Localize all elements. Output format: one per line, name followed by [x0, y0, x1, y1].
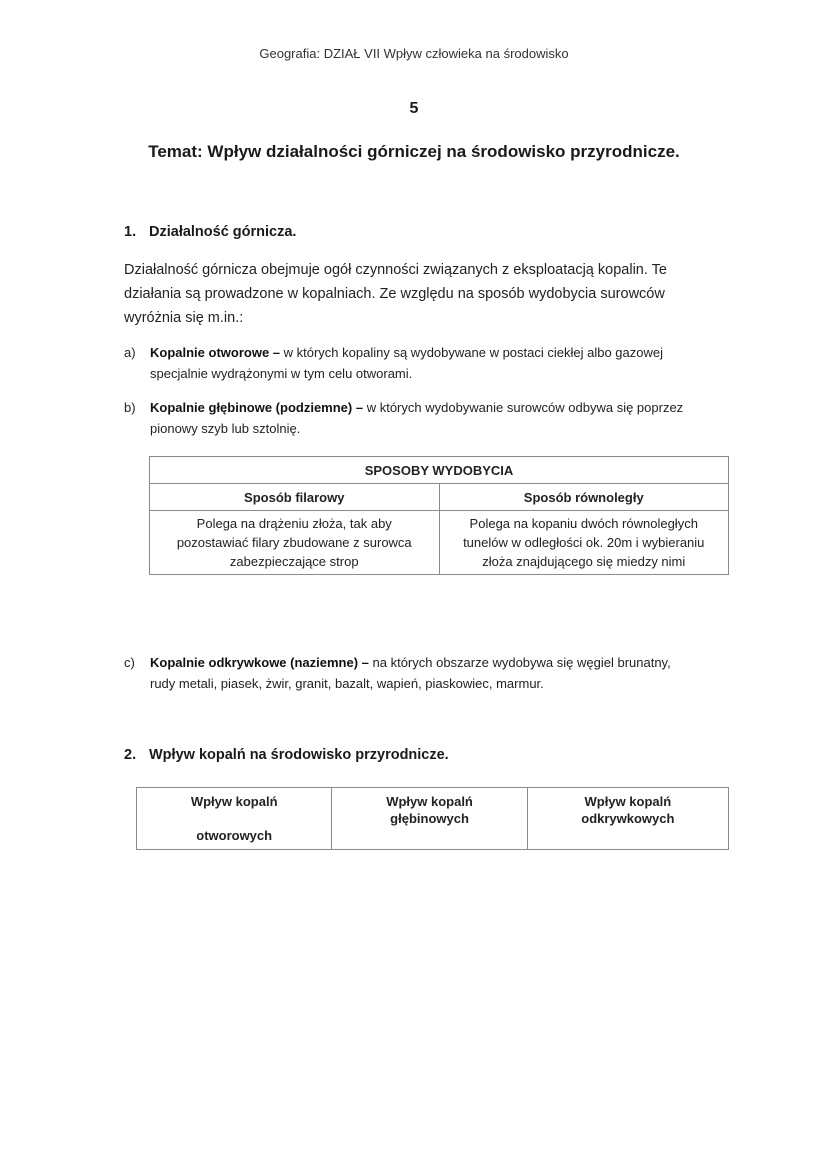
- cell-line: Polega na kopaniu dwóch równoległych: [469, 516, 698, 531]
- list-item-b: [124, 397, 744, 439]
- section-2-heading: [124, 747, 449, 763]
- list-marker: b): [124, 400, 136, 415]
- list-text: rudy metali, piasek, żwir, granit, bazalt, wapień, piaskowiec, marmur.: [150, 676, 544, 691]
- list-marker: c): [124, 655, 135, 670]
- document-header: Geografia: DZIAŁ VII Wpływ człowieka na środowisko: [259, 46, 569, 61]
- table-row: [137, 788, 729, 850]
- page-title: Temat: Wpływ działalności górniczej na środowisko przyrodnicze.: [148, 142, 680, 161]
- list-term: Kopalnie głębinowe (podziemne): [150, 400, 353, 415]
- cell-line: Wpływ kopalń: [386, 794, 473, 809]
- intro-line: Działalność górnicza obejmuje ogół czynności związanych z eksploatacją kopalin. Te: [124, 262, 667, 278]
- section-1-number: 1.: [124, 224, 137, 240]
- table-cell: [150, 511, 440, 575]
- table-cell: [439, 511, 729, 575]
- page-number: 5: [409, 100, 419, 117]
- column-header: Sposób równoległy: [439, 484, 729, 511]
- table-cell: [332, 788, 527, 850]
- cell-line: Polega na drążeniu złoża, tak aby: [196, 516, 392, 531]
- cell-line: otworowych: [196, 828, 273, 843]
- list-text: w których wydobywanie surowców odbywa się poprzez: [366, 400, 684, 415]
- list-text: specjalnie wydrążonymi w tym celu otworami.: [150, 366, 413, 381]
- mining-methods-table: [149, 456, 729, 575]
- impact-table: [136, 787, 729, 850]
- intro-line: działania są prowadzone w kopalniach. Ze względu na sposób wydobycia surowców: [124, 286, 665, 302]
- list-text: w których kopaliny są wydobywane w postaci ciekłej albo gazowej: [283, 345, 663, 360]
- cell-line: zabezpieczające strop: [229, 554, 359, 569]
- cell-line: głębinowych: [390, 811, 469, 826]
- intro-line: wyróżnia się m.in.:: [124, 310, 244, 326]
- list-term: Kopalnie odkrywkowe (naziemne): [150, 655, 359, 670]
- list-text: pionowy szyb lub sztolnię.: [150, 421, 301, 436]
- cell-line: Wpływ kopalń: [584, 794, 672, 809]
- section-1-heading: [124, 224, 296, 240]
- section-2-number: 2.: [124, 747, 137, 763]
- list-term: Kopalnie otworowe: [150, 345, 270, 360]
- section-2-title: Wpływ kopalń na środowisko przyrodnicze.: [149, 747, 449, 763]
- cell-line: odkrywkowych: [581, 811, 675, 826]
- section-1-title: Działalność górnicza.: [149, 224, 297, 240]
- cell-line: tunelów w odległości ok. 20m i wybieraniu: [463, 535, 705, 550]
- column-header: Sposób filarowy: [150, 484, 440, 511]
- cell-line: pozostawiać filary zbudowane z surowca: [176, 535, 412, 550]
- list-dash: –: [269, 345, 284, 360]
- list-item-a: [124, 342, 744, 384]
- cell-line: Wpływ kopalń: [190, 794, 278, 809]
- list-item-c: [124, 652, 744, 694]
- table-row: [150, 511, 729, 575]
- list-dash: –: [352, 400, 367, 415]
- table-title: SPOSOBY WYDOBYCIA: [150, 457, 729, 484]
- list-dash: –: [358, 655, 373, 670]
- list-marker: a): [124, 345, 136, 360]
- table-cell: [137, 788, 332, 850]
- list-text: na których obszarze wydobywa się węgiel brunatny,: [372, 655, 671, 670]
- table-cell: [527, 788, 728, 850]
- cell-line: złoża znajdującego się miedzy nimi: [482, 554, 686, 569]
- section-1-intro: [124, 258, 744, 330]
